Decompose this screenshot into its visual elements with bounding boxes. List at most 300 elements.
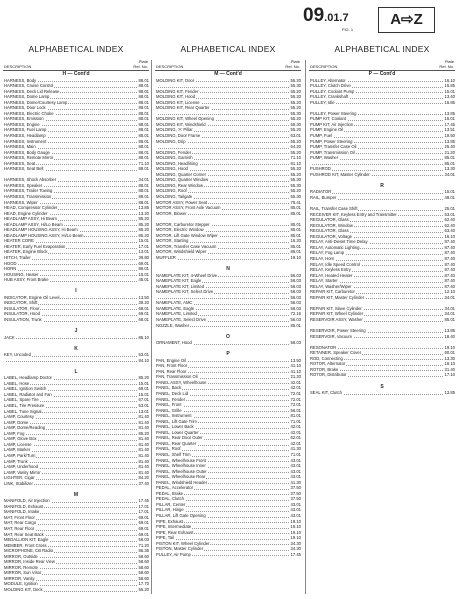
entry-description: HARNESS, Emission [4, 116, 44, 122]
page-number-sub: .01.7 [324, 12, 349, 24]
entry-ref-number: 55.20 [290, 99, 301, 105]
section-letter: N [226, 266, 230, 273]
entry-description: PANEL, Wheelhouse Inner [156, 463, 206, 469]
entry-ref-number: 19.10 [290, 535, 301, 541]
entry-ref-number: 58.60 [138, 559, 149, 565]
entry-ref-number: 45.01 [138, 277, 149, 283]
ref-header-line-2: Ref. No. [133, 63, 148, 69]
entry-description: INDICATOR, Shift [4, 300, 38, 306]
entry-ref-number: 81.10 [290, 160, 301, 166]
dot-leader [4, 264, 137, 265]
entry-description: MOLDING, Door Frame [156, 132, 201, 138]
entry-description: HEADLAMP ASSY, Hi/Lo Beam [4, 221, 63, 227]
entry-ref-number: 34.01 [444, 171, 455, 177]
entry-description: MOTOR, Starting [156, 238, 189, 244]
entry-ref-number: 34.01 [138, 177, 149, 183]
entry-description: MOLDING, Hood [156, 166, 188, 172]
entry-ref-number: 31.40 [444, 366, 455, 372]
entry-description-wrap [4, 358, 5, 364]
entry-description: INSULATION, Trunk [4, 316, 42, 322]
column-divider-1 [151, 60, 152, 594]
entry-ref-number: 63.40 [444, 228, 455, 234]
section-letter: O [226, 333, 230, 340]
entry-description: MANIFOLD, Exhaust [4, 503, 44, 509]
entry-ref-number: 56.03 [290, 305, 301, 311]
entry-description: HARNESS, Dome Lamp [4, 94, 50, 100]
entry-description: REPAIR KIT, Carburetor [310, 289, 355, 295]
column-header [3, 56, 149, 71]
entry-description: PANEL, Rear Door Outer [156, 435, 203, 441]
entry-ref-number: 84.10 [138, 357, 149, 363]
entry-ref-number: 19.10 [444, 344, 455, 350]
entry-description: PANEL, Instrument [156, 413, 192, 419]
entry-ref-number: 88.01 [138, 199, 149, 205]
entry-ref-number: 84.20 [138, 475, 149, 481]
entry-ref-number: 15.85 [444, 99, 455, 105]
entry-description: LAMP, Dome/Reading [4, 425, 46, 431]
entry-ref-number: 37.50 [290, 496, 301, 502]
ref-header [133, 60, 148, 69]
entry-ref-number: 56.03 [290, 289, 301, 295]
entry-description: LINK, Stabilizer [4, 480, 33, 486]
entry-description: LAMP, Glove Box [4, 436, 37, 442]
entry-description: PANEL, Fender [156, 396, 186, 402]
section-letter: R [380, 182, 384, 189]
entry-ref-number: 85.01 [290, 205, 301, 211]
entry-ref-number: 19.10 [290, 529, 301, 535]
entry-description: LAMP, Fog [4, 430, 25, 436]
index-column-2 [155, 44, 301, 594]
entry-ref-number: 88.01 [138, 83, 149, 89]
entry-description: HARNESS, Dome/Courtesy Lamp [4, 99, 68, 105]
entry-description: MOLDING KIT, Door [156, 77, 195, 83]
entry-description: MOLDING, Tailgate [156, 193, 193, 199]
entry-description-wrap [4, 166, 45, 172]
entry-description: PANEL, Grille [156, 407, 182, 413]
entry-ref-number: 43.01 [290, 474, 301, 480]
entry-ref-number: 88.01 [138, 99, 149, 105]
entry-ref-number: 13.50 [290, 357, 301, 363]
entry-ref-number: 85.01 [290, 221, 301, 227]
entry-ref-number: 17.70 [138, 581, 149, 587]
entry-ref-number: 16.10 [444, 77, 455, 83]
entry-description: SEAL KIT, Clutch [310, 390, 342, 396]
column-title: ALPHABETICAL INDEX [334, 44, 430, 54]
entry-description-wrap [156, 255, 177, 261]
entry-description: RESERVOIR ASSY, Washer [310, 316, 363, 322]
index-entry [309, 372, 455, 378]
entry-ref-number: 85.20 [138, 221, 149, 227]
entry-ref-number: 41.10 [290, 368, 301, 374]
entry-ref-number: 58.60 [138, 570, 149, 576]
dot-leader [4, 361, 137, 362]
entry-ref-number: 17.45 [290, 551, 301, 557]
entry-ref-number: 85.01 [290, 227, 301, 233]
entry-ref-number: 62.40 [444, 217, 455, 223]
entry-ref-number: 85.01 [444, 316, 455, 322]
entry-description: PIPE, Tail [156, 535, 175, 541]
entry-description: HEADLAMP HOUSING ASSY, Hi Beam [4, 227, 78, 233]
entry-description: HITCH, Trailer [4, 255, 31, 260]
entry-description: REGULATOR, Glass [310, 217, 349, 223]
entry-ref-number: 55.20 [290, 105, 301, 111]
entry-ref-number: 34.01 [444, 311, 455, 317]
entry-ref-number: 71.20 [138, 542, 149, 548]
entry-description: INSULATOR, Hood [4, 311, 40, 317]
entry-description: LABEL, Tire Pressure [4, 403, 45, 409]
entry-ref-number: 42.01 [290, 429, 301, 435]
entry-description: PUMP, Washer [310, 155, 339, 161]
entry-description: PANEL, Windshield Header [156, 479, 208, 485]
entry-ref-number: 85.20 [138, 375, 149, 381]
entry-ref-number: 88.01 [138, 166, 149, 172]
entry-description-wrap [156, 340, 193, 346]
entry-description: PANEL, Lift Gate Trim [156, 418, 197, 424]
entry-description: HEADLAMP ASSY, Hi Beam [4, 216, 57, 222]
entry-ref-number: 53.01 [444, 211, 455, 217]
entry-description: PULLEY, Clutch Drive [310, 83, 351, 89]
entry-ref-number: 63.01 [290, 132, 301, 138]
entry-ref-number: 13.85 [444, 328, 455, 334]
entry-description: NAMEPLATE, Select Drive [156, 316, 206, 322]
entry-description: PUMP KIT, Coolant [310, 116, 346, 122]
entry-description: RELAY, Horn [310, 255, 335, 261]
entry-description: MIRROR, Remote [4, 564, 38, 570]
entry-description [156, 144, 157, 149]
entry-ref-number: 19.10 [290, 518, 301, 524]
index-entry [309, 390, 455, 396]
entry-ref-number: 58.60 [138, 553, 149, 559]
entry-description: MOTOR, Electric Window [156, 227, 204, 233]
entry-description: MOLDING KIT, Rear Quarter [156, 105, 210, 111]
index-entry [309, 295, 455, 301]
entry-ref-number: 17.01 [138, 243, 149, 249]
entry-description: MOLDING KIT, Deck [4, 587, 43, 593]
entry-description: LABEL, Ignition Switch [4, 386, 47, 392]
entry-ref-number: 85.20 [138, 227, 149, 233]
entry-ref-number: 69.01 [138, 514, 149, 520]
entry-description: MANIFOLD, Air Injection [4, 498, 50, 504]
entry-ref-number: 17.01 [138, 503, 149, 509]
entry-ref-number: 85.01 [290, 232, 301, 238]
entry-ref-number: 69.01 [138, 260, 149, 266]
entry-ref-number: 13.20 [138, 210, 149, 216]
entry-ref-number: 88.01 [138, 94, 149, 100]
dot-leader [4, 270, 137, 271]
entry-ref-number: 62.40 [444, 222, 455, 228]
entry-ref-number: 81.40 [138, 414, 149, 420]
entry-ref-number: 81.40 [138, 436, 149, 442]
entry-description: LAMP, Park/Turn [4, 452, 36, 458]
entry-ref-number: 55.20 [138, 587, 149, 593]
column-divider-2 [305, 60, 306, 594]
entry-description: LAMP, Trunk [4, 458, 28, 464]
entry-ref-number: 81.40 [138, 458, 149, 464]
description-header: DESCRIPTION [4, 64, 32, 69]
column-title: ALPHABETICAL INDEX [28, 44, 124, 54]
entry-ref-number: 55.30 [290, 110, 301, 116]
entry-ref-number: 55.20 [290, 88, 301, 94]
page-number [303, 5, 349, 27]
entry-ref-number: 13.85 [138, 205, 149, 211]
entry-ref-number: 88.01 [138, 105, 149, 111]
entry-description: MAT, Rear Cargo [4, 520, 37, 526]
entry-ref-number: 72.16 [290, 311, 301, 317]
entry-description-wrap [310, 390, 343, 396]
entry-description: PEDAL, Brake [156, 490, 183, 496]
entry-description: PUMP, Power Steering [310, 138, 353, 144]
entry-description: PUSHROD [310, 166, 331, 172]
entry-description: MODULE, Ignition [4, 581, 38, 587]
entry-ref-number: 68.01 [138, 305, 149, 311]
entry-description: RADIATOR [310, 189, 332, 195]
entry-description: ROTOR, Distributor [310, 372, 347, 378]
entry-description: LAMP, Marker [4, 447, 31, 453]
column-header [309, 56, 455, 71]
entry-ref-number: 43.01 [290, 457, 301, 463]
entry-ref-number: 17.10 [444, 372, 455, 378]
entry-description: MOLDING, Garnish [156, 155, 193, 161]
entry-ref-number: 19.10 [290, 524, 301, 530]
entry-description: PULLEY, Alternator [310, 77, 346, 83]
entry-ref-number: 37.50 [290, 485, 301, 491]
entry-ref-number: 37.40 [138, 480, 149, 486]
entry-ref-number: 41.10 [290, 363, 301, 369]
entry-description: MEDALLION KIT, Eagle [4, 537, 49, 543]
entry-description: HEATER CORE [4, 238, 34, 244]
entry-description: NAMEPLATE KIT, Eagle [156, 278, 202, 284]
entry-ref-number: 55.20 [290, 188, 301, 194]
entry-ref-number: 15.01 [444, 189, 455, 195]
entry-description-wrap [156, 552, 192, 558]
entry-ref-number: 58.60 [138, 575, 149, 581]
entry-description: PANEL, Wheelhouse Outer [156, 468, 207, 474]
entry-ref-number: 13.30 [444, 355, 455, 361]
page-number-main: 09 [303, 5, 325, 26]
section-letter: L [74, 368, 78, 375]
ref-header-line-1: Plate [290, 59, 300, 64]
entry-ref-number: 87.40 [444, 272, 455, 278]
entry-description: RETAINER, Speaker Cover [310, 350, 362, 356]
entry-ref-number: 71.10 [290, 155, 301, 161]
entry-description: LABEL, Hose [4, 380, 30, 386]
entry-description: MOLDING, Quarter Window [156, 177, 209, 183]
entry-ref-number: 13.50 [138, 294, 149, 300]
entry-description-wrap [310, 334, 353, 340]
entry-ref-number: 15.01 [138, 271, 149, 277]
entry-ref-number: 86.01 [138, 266, 149, 272]
entry-description: RESERVOIR, Vacuum [310, 333, 352, 339]
entry-ref-number: 85.01 [444, 155, 455, 161]
entry-description: RELAY, Washer/Wiper [310, 283, 352, 289]
entry-description: PANEL ASSY, Wheelhouse [156, 379, 207, 385]
entry-description: PULLEY, Air Pump [156, 551, 191, 557]
entry-description: MOLDING, Roof [156, 188, 187, 194]
ref-header [285, 60, 300, 69]
entry-ref-number: 55.30 [290, 83, 301, 89]
dot-leader [156, 298, 289, 299]
entry-ref-number: 17.01 [138, 509, 149, 515]
entry-description: NAMEPLATE, Eagle [156, 305, 195, 311]
entry-description: HARNESS, Headlamp [4, 132, 46, 138]
figure-label: FIG. 1 [342, 27, 354, 32]
entry-ref-number: 87.40 [444, 283, 455, 289]
entry-description: MOLDING KIT, Wheel Opening [156, 116, 214, 122]
entry-description: RELAY, Heated Heater [310, 272, 353, 278]
entry-description-wrap [156, 211, 188, 217]
entry-description: MOTOR, Carburetor Stepper [156, 221, 210, 227]
entry-description: MOLDING KIT, Fender [156, 88, 199, 94]
entry-ref-number: 15.01 [138, 380, 149, 386]
entry-ref-number: 81.40 [138, 441, 149, 447]
entry-ref-number: 69.01 [138, 311, 149, 317]
index-entry [3, 277, 149, 283]
entry-ref-number: 56.03 [290, 278, 301, 284]
entry-description: LABEL, Spare Tire [4, 397, 39, 403]
ref-header-line-2: Ref. No. [285, 63, 300, 69]
entry-ref-number: 34.30 [290, 546, 301, 552]
entry-ref-number: 88.01 [138, 88, 149, 94]
entry-description-wrap [4, 587, 44, 593]
entry-description: PEDAL, Accelerator [156, 485, 194, 491]
entry-ref-number: 19.10 [290, 255, 301, 260]
entry-description: HARNESS, Shock Absorber [4, 177, 57, 183]
entry-description: RELAY, Starter [310, 278, 338, 284]
entry-ref-number: 41.30 [290, 479, 301, 485]
section-letter: M — Cont'd [214, 71, 242, 77]
entry-description: MOLDING, Fender [156, 149, 192, 155]
entry-description: HARNESS, Speaker [4, 182, 43, 188]
entry-ref-number: 85.10 [138, 334, 149, 340]
entry-ref-number: 39.20 [138, 300, 149, 306]
entry-ref-number: 85.20 [138, 216, 149, 222]
entry-ref-number: 71.10 [138, 160, 149, 166]
entry-ref-number: 56.03 [290, 340, 301, 346]
entry-description: PANEL, Lower Back [156, 424, 194, 430]
entry-description: HEATER, Early Fuel Evaporation [4, 243, 66, 249]
entry-description: HARNESS, Electric Choke [4, 110, 54, 116]
entry-ref-number: 16.10 [444, 233, 455, 239]
ref-header-line-1: Plate [444, 59, 454, 64]
entry-ref-number: 85.01 [290, 210, 301, 216]
entry-description: MOLDING KIT, Hood [156, 94, 196, 100]
entry-description: PILLAR, Center [156, 501, 186, 507]
entry-ref-number: 88.01 [138, 110, 149, 116]
entry-ref-number: 55.20 [290, 94, 301, 100]
entry-description: HORN [4, 266, 17, 272]
entry-description: HARNESS, Remote Mirror [4, 155, 54, 161]
entry-description: PANEL, Wheelhouse Front [156, 457, 206, 463]
entry-ref-number: 43.01 [290, 507, 301, 513]
entry-description: PANEL, Roof [156, 446, 181, 452]
entry-description: NAMEPLATE, AMC [156, 300, 193, 306]
entry-ref-number: 41.30 [290, 446, 301, 452]
entry-description: PILLAR, Lift Gate Opening [156, 513, 206, 519]
entry-ref-number: 43.01 [290, 463, 301, 469]
entry-description [310, 161, 311, 166]
index-entry [155, 255, 301, 261]
entry-ref-number: 16.20 [290, 238, 301, 244]
index-entry [309, 317, 455, 323]
entry-description: PANEL, Wheelhouse Rear [156, 474, 206, 480]
entry-description: RAIL, Bumper [310, 194, 337, 200]
entry-ref-number: 85.01 [290, 322, 301, 328]
section-letter: M [73, 491, 79, 498]
entry-ref-number: 72.01 [290, 396, 301, 402]
entry-description: LAMP, License [4, 441, 32, 447]
entry-ref-number: 81.40 [138, 469, 149, 475]
entry-description: REGULATOR, Voltage [310, 233, 352, 239]
entry-ref-number: 56.03 [290, 272, 301, 278]
entry-ref-number: 69.01 [138, 520, 149, 526]
entry-description: REPAIR KIT, Slave Cylinder [310, 305, 362, 311]
entry-ref-number: 25.40 [444, 144, 455, 150]
entry-ref-number: 55.20 [290, 116, 301, 122]
entry-ref-number: 13.85 [444, 110, 455, 116]
entry-ref-number: 55.30 [290, 177, 301, 183]
entry-description: PIPE, Intermediate [156, 524, 192, 530]
column-header [155, 56, 301, 71]
entry-description: HARNESS, Seat Belt [4, 166, 44, 172]
entry-ref-number: 87.40 [444, 278, 455, 284]
entry-ref-number: 60.01 [444, 350, 455, 356]
entry-ref-number: 87.40 [444, 267, 455, 273]
entry-description: HARNESS, Fuel Lamp [4, 127, 47, 133]
section-letter: S [380, 383, 384, 390]
entry-ref-number: 62.01 [290, 435, 301, 441]
entry-description: REPAIR KIT, Master Cylinder [310, 294, 365, 300]
entry-description: HOUSING, Heater [4, 271, 39, 277]
entry-description: MICROPHONE, CB Radio [4, 548, 54, 554]
entry-ref-number: 81.40 [138, 464, 149, 470]
entry-description-wrap [4, 317, 43, 323]
index-column-3 [309, 44, 455, 594]
entry-description: NAMEPLATE KIT, Limited [156, 283, 205, 289]
entry-ref-number: 42.01 [290, 379, 301, 385]
entry-description: RAIL, Transfer Case Shift [310, 206, 358, 212]
index-entry [309, 195, 455, 201]
entry-description: LAMP, Dome [4, 419, 29, 425]
entry-ref-number: 88.01 [138, 127, 149, 133]
entry-description: PUMP, Transmission Oil [310, 149, 355, 155]
entry-ref-number: 16.10 [444, 361, 455, 367]
section-letter: I [75, 288, 77, 295]
entry-description-wrap [4, 481, 34, 487]
entry-ref-number: 13.01 [138, 249, 149, 255]
entry-description: LABEL, Headlamp Doctor [4, 375, 52, 381]
entry-description-wrap [310, 317, 364, 323]
entry-ref-number: 88.01 [138, 138, 149, 144]
entry-ref-number: 81.40 [138, 452, 149, 458]
entry-ref-number: 86.35 [138, 548, 149, 554]
entry-ref-number: 55.20 [290, 127, 301, 133]
entry-description: ROTOR, Alternator [310, 361, 346, 367]
entry-description: PUSHROD KIT, Master Cylinder [310, 171, 370, 177]
section-letter: J [74, 328, 78, 335]
entry-ref-number: 37.50 [290, 490, 301, 496]
entry-ref-number: 21.20 [290, 374, 301, 380]
entry-description: HARNESS, Main [4, 144, 36, 150]
entry-ref-number: 87.40 [444, 244, 455, 250]
section-letter: H — Cont'd [62, 71, 90, 77]
entry-description: MIRROR, Outside [4, 553, 38, 559]
entry-description: MIRROR, Sun Visor [4, 570, 42, 576]
entry-description: RELAY, Automatic Lighting [310, 244, 360, 250]
entry-description: PANEL, Rear Quarter [156, 440, 197, 446]
entry-ref-number: 55.20 [290, 149, 301, 155]
entry-ref-number: 42.01 [290, 424, 301, 430]
entry-description: HEAD, Engine Cylinder [4, 210, 48, 216]
